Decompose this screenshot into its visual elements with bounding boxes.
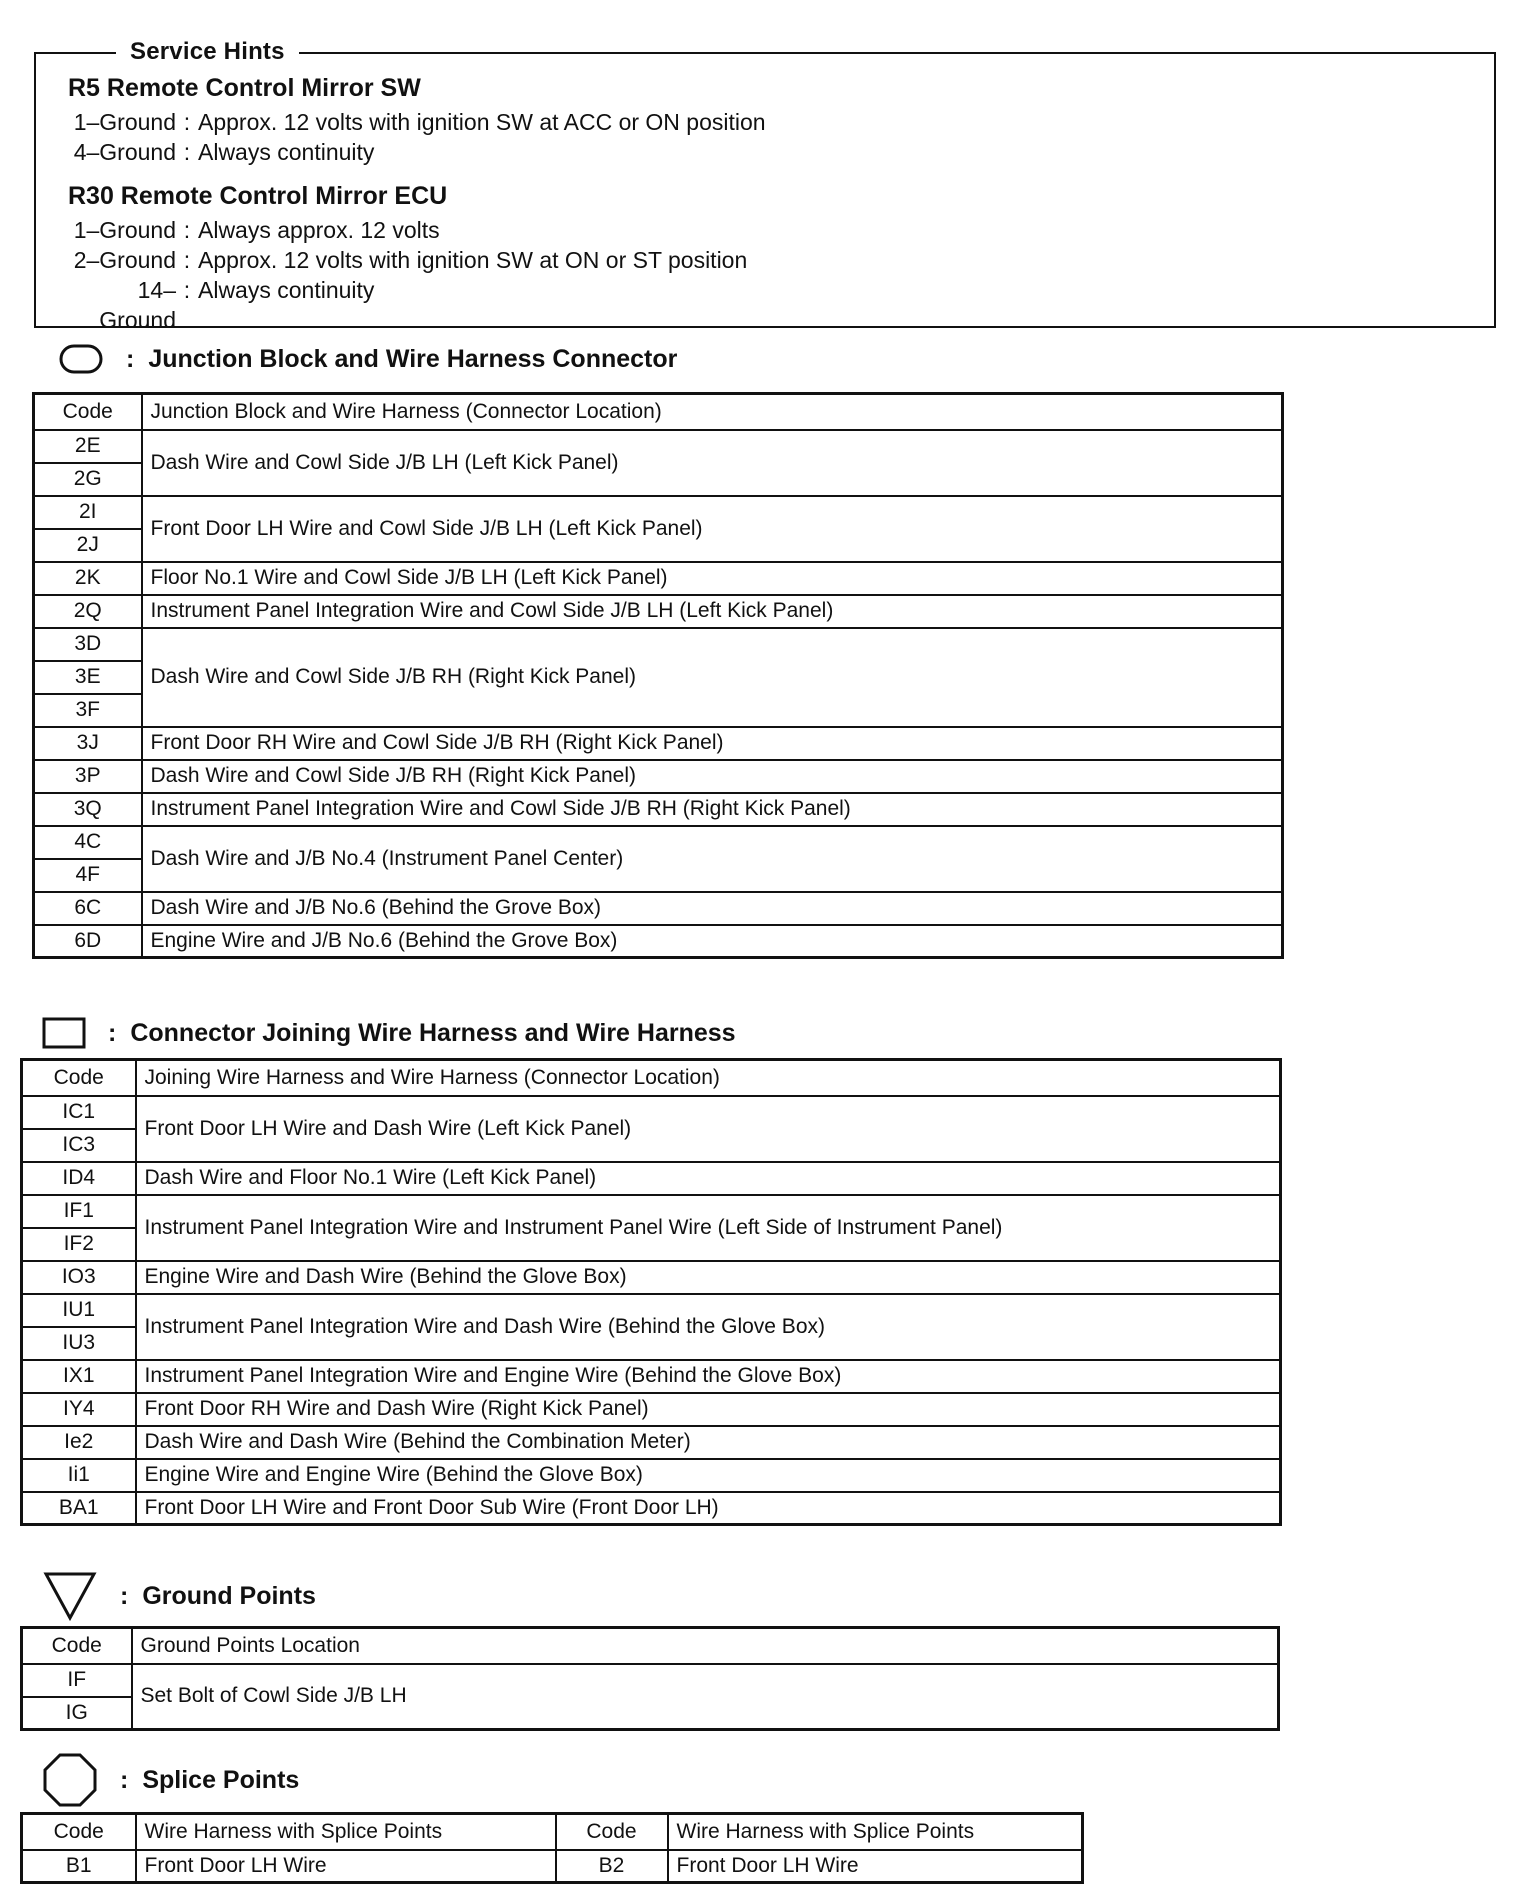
table-row [22, 1294, 1281, 1327]
table-row [34, 826, 1283, 859]
header-desc: Junction Block and Wire Harness (Connector Location) [142, 394, 1283, 430]
table-row [34, 628, 1283, 661]
table-row [34, 496, 1283, 529]
table-row [22, 1096, 1281, 1129]
desc-cell: Instrument Panel Integration Wire and Engine Wire (Behind the Glove Box) [136, 1360, 1281, 1393]
hint-pin: 2–Ground [73, 247, 176, 273]
table-row [22, 1261, 1281, 1294]
junction-table [32, 392, 1284, 959]
hint-heading: R5 Remote Control Mirror SW [68, 74, 421, 102]
code-cell: 4F [34, 859, 142, 892]
section-colon: : [126, 344, 135, 373]
code-cell: B1 [22, 1850, 136, 1883]
junction-section-title: Junction Block and Wire Harness Connector [148, 344, 678, 373]
desc-cell: Floor No.1 Wire and Cowl Side J/B LH (Left Kick Panel) [142, 562, 1283, 595]
header-desc: Ground Points Location [132, 1628, 1279, 1664]
code-cell: 6D [34, 925, 142, 958]
table-header-row [34, 394, 1283, 430]
code-cell: IF [22, 1664, 132, 1697]
hint-separator: : [183, 217, 191, 243]
desc-cell: Instrument Panel Integration Wire and Instrument Panel Wire (Left Side of Instrument Panel) [136, 1195, 1281, 1261]
desc-cell: Engine Wire and Dash Wire (Behind the Glove Box) [136, 1261, 1281, 1294]
hint-text: Approx. 12 volts with ignition SW at ON or ST position [198, 247, 748, 273]
code-cell: IF1 [22, 1195, 136, 1228]
ground-table [20, 1626, 1280, 1731]
hint-heading: R30 Remote Control Mirror ECU [68, 182, 448, 210]
desc-cell: Instrument Panel Integration Wire and Dash Wire (Behind the Glove Box) [136, 1294, 1281, 1360]
desc-cell: Front Door LH Wire and Front Door Sub Wire (Front Door LH) [136, 1492, 1281, 1525]
table-header-row [22, 1060, 1281, 1096]
code-cell: 4C [34, 826, 142, 859]
desc-cell: Instrument Panel Integration Wire and Cowl Side J/B RH (Right Kick Panel) [142, 793, 1283, 826]
splice-section-heading [42, 1752, 299, 1808]
table-header-row [22, 1814, 1083, 1850]
header-code: Code [22, 1814, 136, 1850]
code-cell: IG [22, 1697, 132, 1730]
hint-line [68, 275, 747, 335]
code-cell: 3J [34, 727, 142, 760]
desc-cell: Front Door RH Wire and Dash Wire (Right Kick Panel) [136, 1393, 1281, 1426]
code-cell: B2 [556, 1850, 668, 1883]
code-cell: IU1 [22, 1294, 136, 1327]
hint-separator: : [183, 109, 191, 135]
header-code: Code [34, 394, 142, 430]
code-cell: 2Q [34, 595, 142, 628]
code-cell: 3D [34, 628, 142, 661]
hint-pin: 4–Ground [73, 139, 176, 165]
header-code: Code [22, 1060, 136, 1096]
junction-section-heading [58, 342, 677, 376]
table-row [34, 562, 1283, 595]
table-row [34, 793, 1283, 826]
hint-text: Always continuity [198, 277, 375, 303]
code-cell: Ii1 [22, 1459, 136, 1492]
desc-cell: Front Door LH Wire [136, 1850, 556, 1883]
table-row [22, 1360, 1281, 1393]
hint-separator: : [183, 277, 191, 303]
table-row [22, 1195, 1281, 1228]
code-cell: BA1 [22, 1492, 136, 1525]
header-desc: Wire Harness with Splice Points [136, 1814, 556, 1850]
hint-pin: 1–Ground [73, 217, 176, 243]
code-cell: IO3 [22, 1261, 136, 1294]
table-row [22, 1850, 1083, 1883]
triangle-down-icon [42, 1570, 98, 1622]
hint-group-r30 [68, 182, 747, 335]
hint-text: Always approx. 12 volts [198, 217, 440, 243]
hint-line [68, 137, 766, 167]
desc-cell: Dash Wire and Dash Wire (Behind the Combination Meter) [136, 1426, 1281, 1459]
code-cell: IC1 [22, 1096, 136, 1129]
code-cell: 3P [34, 760, 142, 793]
splice-section-title: Splice Points [142, 1765, 300, 1794]
hint-separator: : [183, 139, 191, 165]
code-cell: 2K [34, 562, 142, 595]
code-cell: 2E [34, 430, 142, 463]
table-row [34, 727, 1283, 760]
header-code: Code [556, 1814, 668, 1850]
hint-group-r5 [68, 74, 766, 167]
code-cell: Ie2 [22, 1426, 136, 1459]
code-cell: 6C [34, 892, 142, 925]
table-row [34, 925, 1283, 958]
code-cell: IX1 [22, 1360, 136, 1393]
code-cell: 3E [34, 661, 142, 694]
code-cell: IU3 [22, 1327, 136, 1360]
ground-section-heading [42, 1570, 316, 1622]
table-row [22, 1393, 1281, 1426]
desc-cell: Front Door LH Wire and Dash Wire (Left Kick Panel) [136, 1096, 1281, 1162]
section-colon: : [108, 1018, 117, 1047]
desc-cell: Dash Wire and Cowl Side J/B LH (Left Kick Panel) [142, 430, 1283, 496]
code-cell: IY4 [22, 1393, 136, 1426]
table-row [34, 760, 1283, 793]
table-row [22, 1664, 1279, 1697]
code-cell: 3F [34, 694, 142, 727]
code-cell: IF2 [22, 1228, 136, 1261]
header-desc: Joining Wire Harness and Wire Harness (Connector Location) [136, 1060, 1281, 1096]
code-cell: IC3 [22, 1129, 136, 1162]
connector-section-title: Connector Joining Wire Harness and Wire Harness [130, 1018, 736, 1047]
code-cell: ID4 [22, 1162, 136, 1195]
hint-line [68, 245, 747, 275]
connector-table [20, 1058, 1282, 1526]
desc-cell: Dash Wire and J/B No.6 (Behind the Grove Box) [142, 892, 1283, 925]
octagon-icon [42, 1752, 98, 1808]
hint-pin: 14–Ground [99, 277, 176, 333]
rectangle-icon [42, 1016, 86, 1050]
desc-cell: Front Door RH Wire and Cowl Side J/B RH (Right Kick Panel) [142, 727, 1283, 760]
table-header-row [22, 1628, 1279, 1664]
desc-cell: Dash Wire and Cowl Side J/B RH (Right Kick Panel) [142, 628, 1283, 727]
service-hints-box [34, 38, 1496, 333]
table-row [22, 1459, 1281, 1492]
table-row [34, 430, 1283, 463]
desc-cell: Set Bolt of Cowl Side J/B LH [132, 1664, 1279, 1730]
hint-pin: 1–Ground [73, 109, 176, 135]
desc-cell: Dash Wire and Floor No.1 Wire (Left Kick Panel) [136, 1162, 1281, 1195]
section-colon: : [120, 1581, 129, 1610]
desc-cell: Front Door LH Wire [668, 1850, 1083, 1883]
hint-line [68, 107, 766, 137]
header-desc: Wire Harness with Splice Points [668, 1814, 1083, 1850]
code-cell: 2G [34, 463, 142, 496]
hint-text: Always continuity [198, 139, 375, 165]
table-row [22, 1162, 1281, 1195]
desc-cell: Front Door LH Wire and Cowl Side J/B LH (Left Kick Panel) [142, 496, 1283, 562]
table-row [34, 595, 1283, 628]
ground-section-title: Ground Points [142, 1581, 316, 1610]
rounded-rectangle-icon [58, 342, 104, 376]
hint-separator: : [183, 247, 191, 273]
table-row [22, 1492, 1281, 1525]
desc-cell: Dash Wire and Cowl Side J/B RH (Right Kick Panel) [142, 760, 1283, 793]
desc-cell: Engine Wire and J/B No.6 (Behind the Grove Box) [142, 925, 1283, 958]
code-cell: 2J [34, 529, 142, 562]
table-row [34, 892, 1283, 925]
connector-section-heading [42, 1016, 736, 1050]
header-code: Code [22, 1628, 132, 1664]
service-hints-title: Service Hints [116, 38, 299, 66]
desc-cell: Dash Wire and J/B No.4 (Instrument Panel Center) [142, 826, 1283, 892]
table-row [22, 1426, 1281, 1459]
splice-table [20, 1812, 1084, 1884]
hint-text: Approx. 12 volts with ignition SW at ACC or ON position [198, 109, 766, 135]
desc-cell: Instrument Panel Integration Wire and Cowl Side J/B LH (Left Kick Panel) [142, 595, 1283, 628]
code-cell: 2I [34, 496, 142, 529]
desc-cell: Engine Wire and Engine Wire (Behind the Glove Box) [136, 1459, 1281, 1492]
hint-line [68, 215, 747, 245]
section-colon: : [120, 1765, 129, 1794]
code-cell: 3Q [34, 793, 142, 826]
